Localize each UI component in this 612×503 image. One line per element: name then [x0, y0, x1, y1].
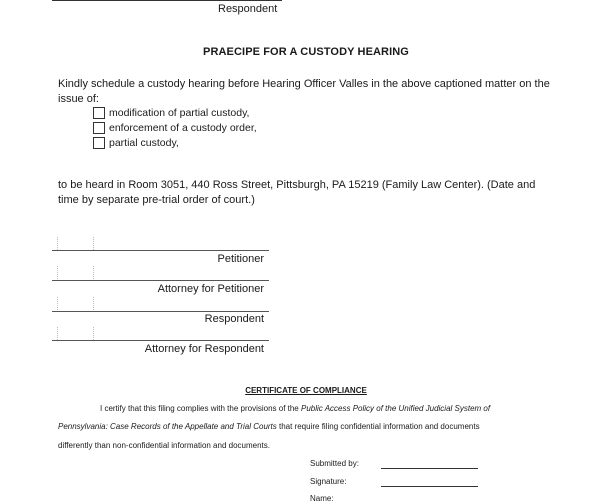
checkbox[interactable]	[93, 137, 105, 149]
certificate-text: I certify that this filing complies with the provisions of the	[100, 404, 301, 413]
attorney-petitioner-signature-line[interactable]	[52, 280, 269, 281]
field-marker	[93, 297, 94, 310]
name-label: Name:	[310, 494, 334, 503]
field-marker	[57, 297, 58, 310]
certificate-line-3: differently than non-confidential information and documents.	[58, 441, 270, 450]
attorney-respondent-signature-line[interactable]	[52, 340, 269, 341]
option-label: partial custody,	[109, 136, 179, 149]
signature-label: Signature:	[310, 477, 347, 486]
option-modification[interactable]	[93, 105, 257, 120]
option-partial-custody[interactable]	[93, 135, 257, 150]
signature-field[interactable]	[381, 486, 478, 487]
caption-rule	[52, 0, 282, 1]
field-marker	[93, 237, 94, 250]
request-paragraph: Kindly schedule a custody hearing before Hearing Officer Valles in the above captioned matter on the issue of:	[58, 78, 550, 105]
submitted-by-field[interactable]	[381, 468, 478, 469]
field-marker	[57, 266, 58, 279]
checkbox[interactable]	[93, 122, 105, 134]
certificate-line-1	[58, 399, 558, 419]
certificate-title: CERTIFICATE OF COMPLIANCE	[245, 386, 367, 395]
field-marker	[93, 327, 94, 340]
attorney-petitioner-label: Attorney for Petitioner	[157, 283, 264, 295]
field-marker	[57, 237, 58, 250]
field-marker	[93, 266, 94, 279]
location-paragraph: to be heard in Room 3051, 440 Ross Street, Pittsburgh, PA 15219 (Family Law Center). (Date and time by separate pre-trial order of court.)	[58, 179, 536, 206]
document-title: PRAECIPE FOR A CUSTODY HEARING	[203, 46, 409, 58]
caption-respondent-label: Respondent	[218, 3, 278, 15]
certificate-text: that require filing confidential information and documents	[276, 422, 480, 431]
option-label: enforcement of a custody order,	[109, 121, 257, 134]
petitioner-signature-line[interactable]	[52, 250, 269, 251]
policy-name: Pennsylvania: Case Records of the Appellate and Trial Courts	[58, 422, 277, 431]
attorney-respondent-label: Attorney for Respondent	[144, 343, 264, 355]
petitioner-label: Petitioner	[217, 253, 264, 265]
option-enforcement[interactable]	[93, 120, 257, 135]
submitted-by-label: Submitted by:	[310, 459, 359, 468]
policy-name: Public Access Policy of the Unified Judicial System of	[300, 404, 491, 413]
option-label: modification of partial custody,	[109, 106, 250, 119]
respondent-label: Respondent	[204, 313, 264, 325]
checkbox[interactable]	[93, 107, 105, 119]
certificate-line-2	[58, 417, 558, 437]
respondent-signature-line[interactable]	[52, 311, 269, 312]
issue-checklist	[93, 105, 257, 150]
field-marker	[57, 327, 58, 340]
